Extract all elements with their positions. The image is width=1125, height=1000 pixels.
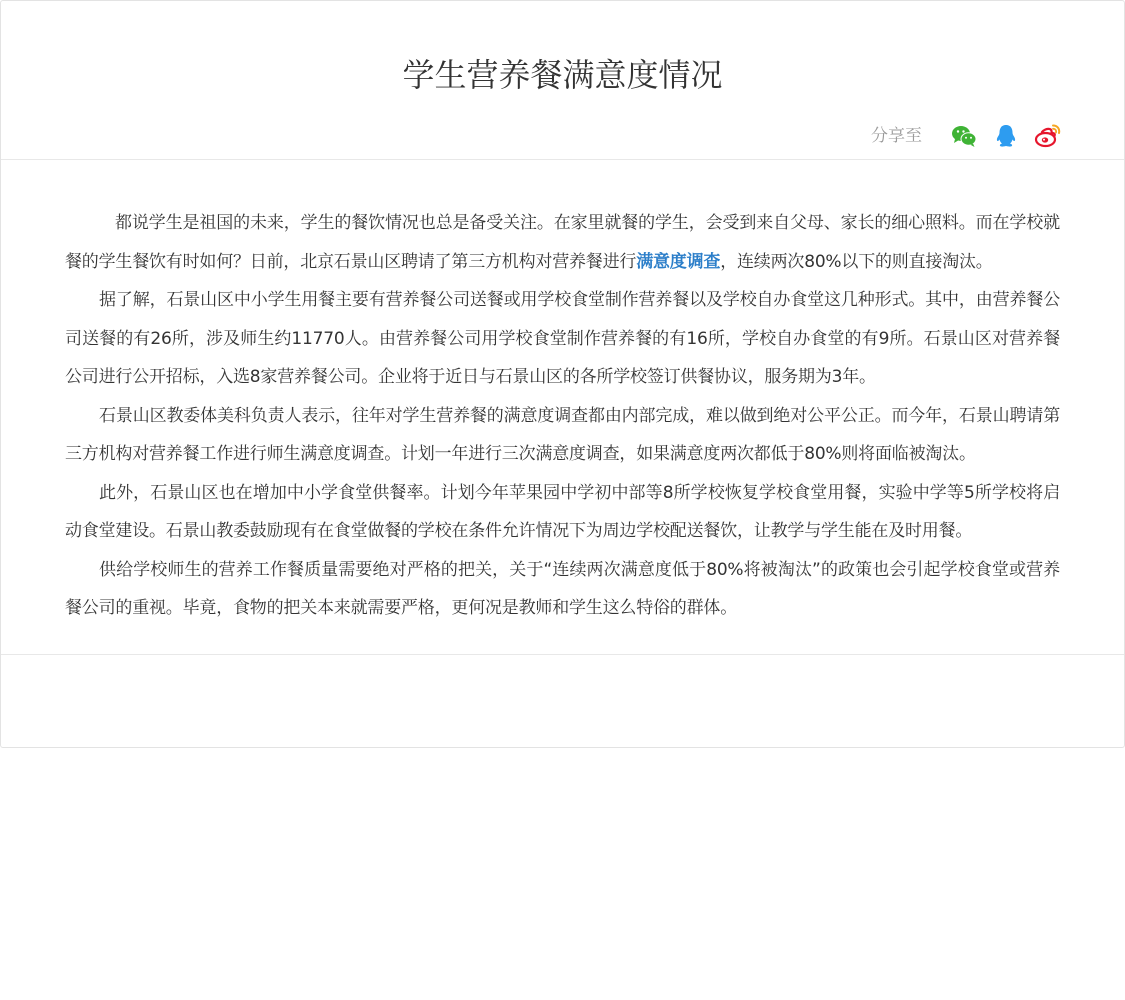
paragraph-1-text-before: 都说学生是祖国的未来，学生的餐饮情况也总是备受关注。在家里就餐的学生，会受到来自父母、家长的细心照料。而在学校就餐的学生餐饮有时如何？日前，北京石景山区聘请了第三方机构对营养餐进行	[65, 213, 1060, 272]
share-bar	[871, 122, 1062, 150]
share-label: 分享至	[871, 126, 922, 146]
paragraph-2: 据了解，石景山区中小学生用餐主要有营养餐公司送餐或用学校食堂制作营养餐以及学校自办食堂这几种形式。其中，由营养餐公司送餐的有26所，涉及师生约11770人。由营养餐公司用学校食堂制作营养餐的有16所，学校自办食堂的有9所。石景山区对营养餐公司进行公开招标，入选8家营养餐公司。企业将于近日与石景山区的各所学校签订供餐协议，服务期为3年。	[65, 290, 1060, 387]
paragraph-4: 此外，石景山区也在增加中小学食堂供餐率。计划今年苹果园中学初中部等8所学校恢复学校食堂用餐，实验中学等5所学校将启动食堂建设。石景山教委鼓励现有在食堂做餐的学校在条件允许情况下为周边学校配送餐饮，让教学与学生能在及时用餐。	[65, 482, 1060, 541]
paragraph-3: 石景山区教委体美科负责人表示，往年对学生营养餐的满意度调查都由内部完成，难以做到绝对公平公正。而今年，石景山聘请第三方机构对营养餐工作进行师生满意度调查。计划一年进行三次满意度调查，如果满意度两次都低于80%则将面临被淘汰。	[65, 405, 1060, 464]
satisfaction-survey-link[interactable]: 满意度调查	[636, 251, 721, 272]
wechat-icon[interactable]	[950, 122, 978, 150]
weibo-icon[interactable]	[1034, 122, 1062, 150]
qq-icon[interactable]	[992, 122, 1020, 150]
article-footer	[1, 654, 1124, 705]
paragraph-5: 供给学校师生的营养工作餐质量需要绝对严格的把关，关于“连续两次满意度低于80%将被淘汰”的政策也会引起学校食堂或营养餐公司的重视。毕竟，食物的把关本来就需要严格，更何况是教师和学生这么特俗的群体。	[65, 559, 1060, 618]
paragraph-1	[65, 204, 1060, 281]
article-title: 学生营养餐满意度情况	[402, 56, 723, 94]
paragraph-1-text-after: ，连续两次80%以下的则直接淘汰。	[720, 251, 993, 272]
article-header	[1, 1, 1124, 160]
article-body	[1, 160, 1124, 654]
